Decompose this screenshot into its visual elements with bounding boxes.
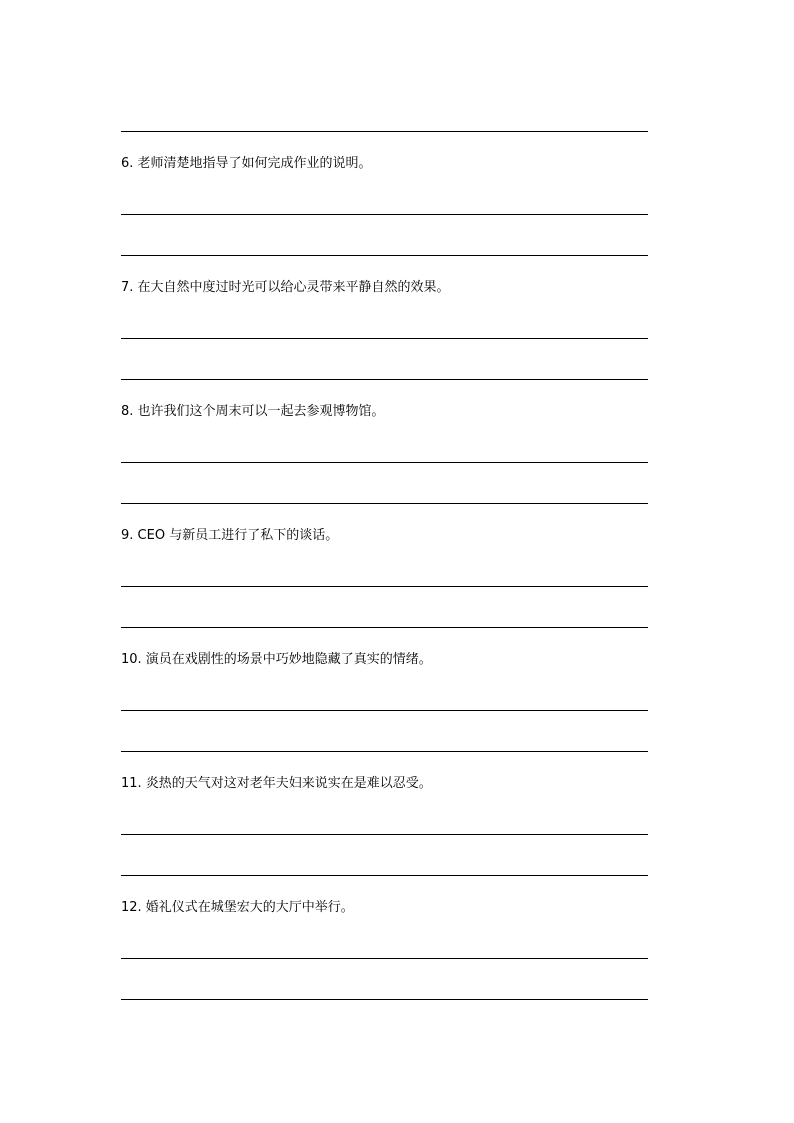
answer-line	[121, 834, 648, 835]
question-7: 7. 在大自然中度过时光可以给心灵带来平静自然的效果。	[121, 280, 450, 295]
answer-line	[121, 586, 648, 587]
answer-line	[121, 875, 648, 876]
answer-line	[121, 255, 648, 256]
question-8: 8. 也许我们这个周末可以一起去参观博物馆。	[121, 404, 385, 419]
answer-line	[121, 503, 648, 504]
answer-line	[121, 462, 648, 463]
question-10: 10. 演员在戏剧性的场景中巧妙地隐藏了真实的情绪。	[121, 652, 432, 667]
answer-line	[121, 999, 648, 1000]
answer-line	[121, 751, 648, 752]
question-9: 9. CEO 与新员工进行了私下的谈话。	[121, 528, 339, 543]
answer-line	[121, 710, 648, 711]
answer-line	[121, 627, 648, 628]
answer-line	[121, 958, 648, 959]
question-6: 6. 老师清楚地指导了如何完成作业的说明。	[121, 156, 372, 171]
question-12: 12. 婚礼仪式在城堡宏大的大厅中举行。	[121, 900, 354, 915]
answer-line	[121, 214, 648, 215]
answer-line	[121, 379, 648, 380]
answer-line	[121, 131, 648, 132]
question-11: 11. 炎热的天气对这对老年夫妇来说实在是难以忍受。	[121, 776, 432, 791]
answer-line	[121, 338, 648, 339]
